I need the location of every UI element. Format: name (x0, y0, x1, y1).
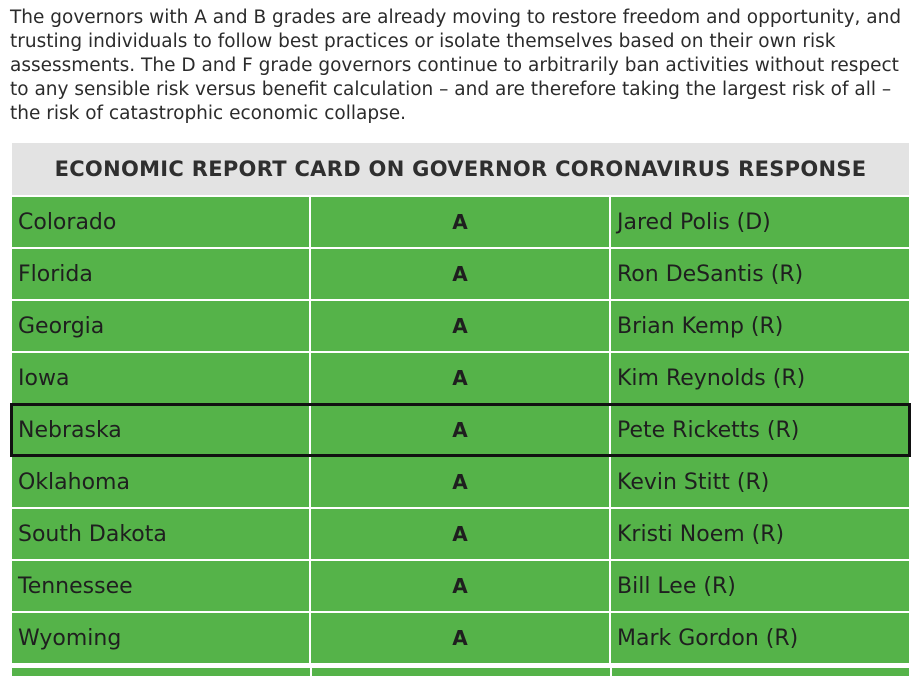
governor-cell: Brian Kemp (R) (610, 300, 909, 352)
table-row (12, 560, 909, 612)
table-title: ECONOMIC REPORT CARD ON GOVERNOR CORONAVIRUS RESPONSE (12, 143, 909, 196)
state-cell: Nebraska (12, 404, 310, 456)
table-row-partial (12, 668, 909, 676)
partial-cell (612, 668, 909, 676)
table-row (12, 352, 909, 404)
table-row (12, 300, 909, 352)
table-row-highlighted (12, 404, 909, 456)
intro-paragraph: The governors with A and B grades are already moving to restore freedom and opportunity, and trusting individuals to follow best practices or isolate themselves based on their own risk assessments. The D and F grade governors continue to arbitrarily ban activities without respect to any sensible risk versus benefit calculation – and are therefore taking the largest risk of all – the risk of catastrophic economic collapse. (10, 7, 902, 124)
grade-cell: A (310, 352, 610, 404)
state-cell: Iowa (12, 352, 310, 404)
governor-cell: Kevin Stitt (R) (610, 456, 909, 508)
grade-cell: A (310, 560, 610, 612)
state-cell: Colorado (12, 196, 310, 248)
state-cell: Florida (12, 248, 310, 300)
governor-cell: Ron DeSantis (R) (610, 248, 909, 300)
governor-cell: Pete Ricketts (R) (610, 404, 909, 456)
grade-cell: A (310, 248, 610, 300)
table-row (12, 612, 909, 664)
grade-cell: A (310, 300, 610, 352)
governor-cell: Bill Lee (R) (610, 560, 909, 612)
grade-cell: A (310, 508, 610, 560)
partial-cell (12, 668, 310, 676)
table-row (12, 248, 909, 300)
governor-cell: Kim Reynolds (R) (610, 352, 909, 404)
state-cell: Wyoming (12, 612, 310, 664)
grade-cell: A (310, 456, 610, 508)
table-row (12, 196, 909, 248)
governor-cell: Mark Gordon (R) (610, 612, 909, 664)
state-cell: Oklahoma (12, 456, 310, 508)
state-cell: South Dakota (12, 508, 310, 560)
table-header-row (12, 143, 909, 196)
state-cell: Tennessee (12, 560, 310, 612)
state-cell: Georgia (12, 300, 310, 352)
grade-cell: A (310, 612, 610, 664)
partial-cell (312, 668, 610, 676)
grade-cell: A (310, 196, 610, 248)
grade-cell: A (310, 404, 610, 456)
table-row (12, 456, 909, 508)
table-row (12, 508, 909, 560)
governor-cell: Jared Polis (D) (610, 196, 909, 248)
report-card-table (12, 143, 909, 665)
governor-cell: Kristi Noem (R) (610, 508, 909, 560)
